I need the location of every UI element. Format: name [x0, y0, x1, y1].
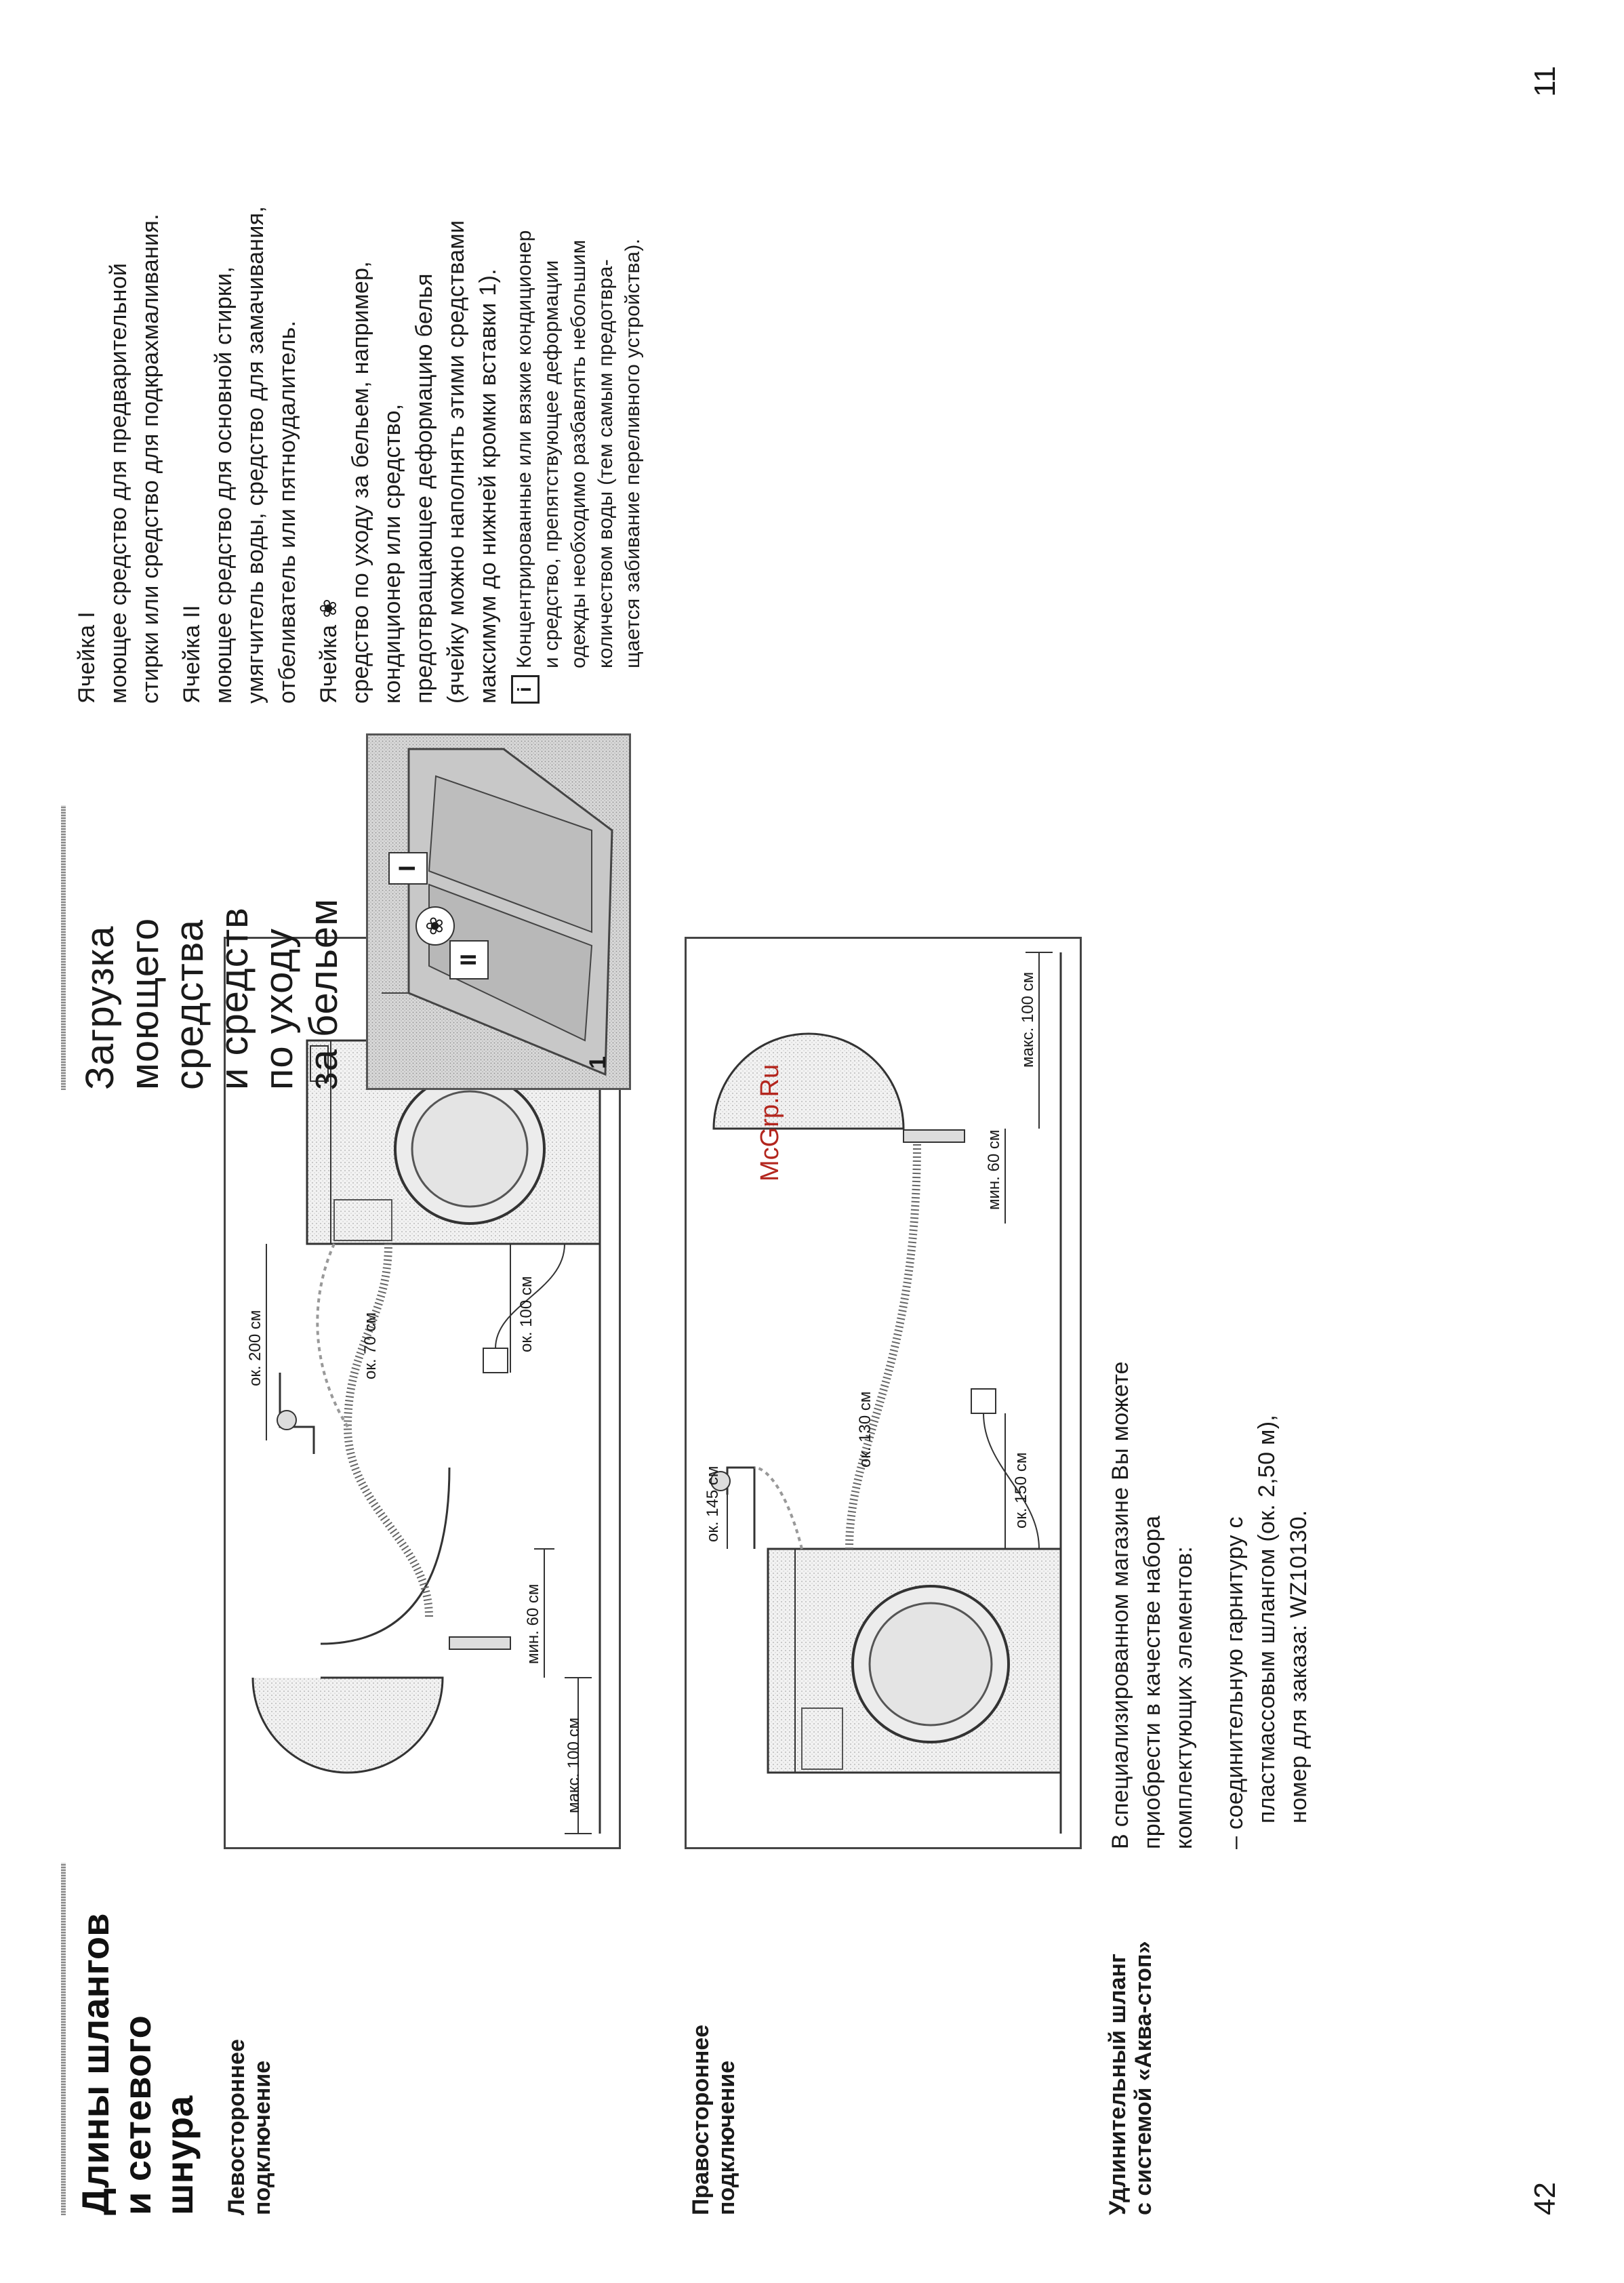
cell1-heading: Ячейка I	[74, 611, 100, 704]
list-item: номер для заказа: WZ10130.	[1286, 1510, 1312, 1823]
note-line: и средство, препятствующее деформации	[540, 260, 563, 668]
text-line: отбеливатель или пятноудалитель.	[275, 320, 300, 704]
title-line: Загрузка	[78, 925, 122, 1090]
label-max100: макс. 100 см	[1019, 971, 1037, 1068]
text-line: В специализированном магазине Вы можете	[1108, 1361, 1133, 1849]
label-ok145: ок. 145 см	[704, 1466, 722, 1542]
extension-hose-text	[1105, 1361, 1315, 1849]
text-line: умягчитель воды, средство для замачивания,	[243, 205, 268, 704]
cell3-heading: Ячейка ❀	[316, 598, 342, 704]
inlet-hose	[754, 1468, 802, 1549]
extension-hose-title	[1105, 1941, 1156, 2216]
text-line: стирки или средство для подкрахмаливания.	[138, 214, 163, 704]
title-line: шнура	[158, 2095, 201, 2215]
label-ok150: ок. 150 см	[1012, 1452, 1030, 1529]
section-rule-right	[61, 805, 66, 1090]
title-line: по уходу	[257, 928, 301, 1090]
right-connection-label	[688, 2025, 739, 2215]
watermark: McGrp.Ru	[756, 1064, 784, 1181]
section-title-detergent	[78, 898, 346, 1090]
section-rule-left	[61, 1863, 66, 2215]
title-line: средства	[167, 918, 211, 1090]
label-line: с системой «Аква-стоп»	[1131, 1941, 1156, 2215]
label-line: подключение	[714, 2060, 739, 2215]
drain-hose	[348, 1244, 429, 1617]
text-line: кондиционер или средство,	[380, 403, 405, 704]
title-line: и сетевого	[116, 2015, 159, 2215]
list-item: – соединительную гарнитуру с	[1222, 1516, 1248, 1849]
label-ok130: ок. 130 см	[856, 1391, 874, 1468]
wall-socket	[971, 1389, 996, 1413]
label-ok100: ок. 100 см	[517, 1276, 535, 1352]
cell-i-tag: I	[388, 852, 428, 885]
detergent-drawer-photo	[366, 733, 631, 1090]
text-line: комплектующих элементов:	[1171, 1545, 1197, 1849]
tap-icon	[277, 1411, 296, 1430]
sink-bowl	[714, 1034, 904, 1129]
section-title-hoses	[75, 1913, 201, 2215]
note-line: количеством воды (тем самым предотвра-	[594, 259, 617, 668]
label-max100: макс. 100 см	[565, 1717, 583, 1813]
label-min60: мин. 60 см	[524, 1583, 542, 1664]
cell2-heading: Ячейка II	[179, 605, 205, 704]
inlet-hose	[317, 1244, 348, 1427]
note-line: одежды необходимо разбавлять небольшим	[567, 239, 590, 668]
text-line: максимум до нижней кромки вставки 1).	[475, 268, 501, 704]
title-line: за бельем	[302, 897, 346, 1090]
left-connection-label	[224, 2039, 275, 2215]
drain-hose	[849, 1142, 917, 1549]
flower-cell-tag: ❀	[415, 906, 455, 946]
label-ok70: ок. 70 см	[361, 1312, 380, 1379]
text-line: приобрести в качестве набора	[1139, 1515, 1165, 1849]
text-line: моющее средство для предварительной	[106, 262, 131, 704]
sink-bowl	[253, 1678, 443, 1773]
wall-socket	[483, 1348, 508, 1373]
drain-pipe	[449, 1637, 510, 1649]
note-line: щается забивание переливного устройства).	[622, 238, 644, 668]
page-number-left: 42	[1528, 2182, 1562, 2215]
page-number-right: 11	[1528, 66, 1562, 97]
note-line: Концентрированные или вязкие кондиционер	[513, 230, 535, 668]
label-line: Левостороннее	[224, 2039, 249, 2215]
label-ok200: ок. 200 см	[246, 1310, 264, 1386]
text-line: (ячейку можно наполнять этими средствами	[443, 220, 469, 704]
label-line: Правостороннее	[688, 2024, 714, 2215]
drawer-drawing	[368, 735, 629, 1088]
text-line: средство по уходу за бельем, например,	[348, 261, 373, 704]
figure-right-drawing	[687, 939, 1080, 1847]
insert-number: 1	[585, 1056, 611, 1069]
title-line: и средств	[212, 907, 256, 1090]
title-line: моющего	[123, 917, 167, 1090]
note-block	[511, 19, 647, 704]
text-line: моющее средство для основной стирки,	[211, 266, 237, 704]
text-line: предотвращающее деформацию белья	[411, 273, 437, 704]
label-min60: мин. 60 см	[985, 1129, 1003, 1210]
title-line: Длины шлангов	[74, 1913, 117, 2215]
figure-right-connection	[685, 937, 1082, 1849]
info-icon: i	[511, 675, 540, 704]
label-line: подключение	[249, 2060, 275, 2215]
cell-ii-tag: II	[449, 940, 489, 979]
detergent-cells-text	[71, 19, 647, 704]
drain-pipe	[904, 1130, 965, 1142]
list-item: пластмассовым шлангом (ок. 2,50 м),	[1254, 1414, 1280, 1823]
label-line: Удлинительный шланг	[1105, 1953, 1131, 2215]
tap-pipe	[727, 1468, 754, 1549]
